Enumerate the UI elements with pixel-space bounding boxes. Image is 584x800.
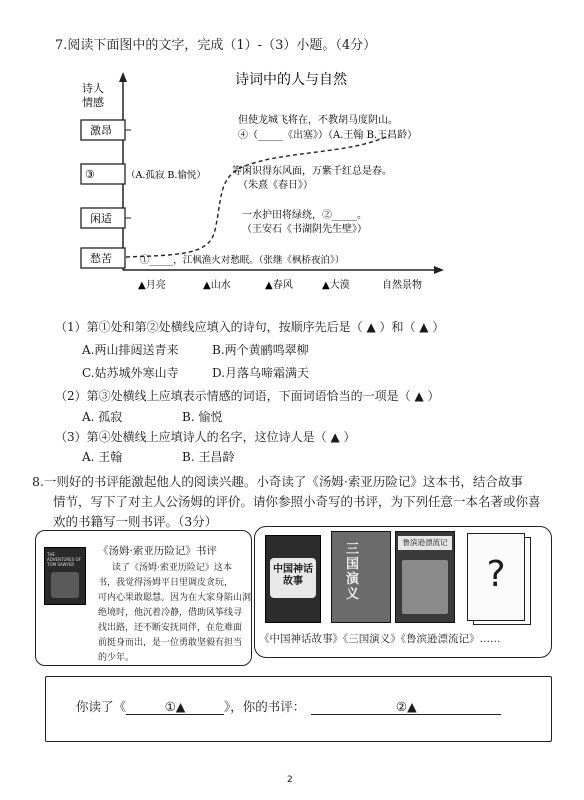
emotion-label-闲适: 闲适 xyxy=(90,212,112,225)
tom-sawyer-cover-title: THE ADVENTURES OF TOM SAWYER xyxy=(47,552,81,567)
poetry-emotion-chart xyxy=(60,60,460,305)
emotion-label-激昂: 激昂 xyxy=(90,124,112,137)
review-line-6: 前挺身而出，是一位勇敢坚毅有担当 xyxy=(98,638,243,648)
answer-blank-2[interactable]: ②▲ xyxy=(311,699,501,715)
q7-sub2-opt-b: B. 愉悦 xyxy=(182,410,223,424)
x-axis-arrow xyxy=(434,266,444,274)
review-line-5: 找出路，还不断安抚同伴，在危难面 xyxy=(98,623,243,633)
book-title-robinson: 鲁滨逊漂流记 xyxy=(398,536,452,550)
x-label-spring-wind: ▲春风 xyxy=(265,280,293,291)
book-cover-unknown xyxy=(467,533,525,621)
q7-sub3: （3）第④处横线上应填诗人的名字，这位诗人是（ ▲ ） xyxy=(55,430,356,444)
review-line-7: 的少年。 xyxy=(98,653,135,663)
y-label-2: 情感 xyxy=(82,96,104,109)
q8-line1: 8.一则好的书评能激起他人的阅读兴趣。小奇读了《汤姆·索亚历险记》这本书，结合故事 xyxy=(32,474,523,489)
q7-sub1: （1）第①处和第②处横线应填入的诗句，按顺序先后是（ ▲ ）和（ ▲ ） xyxy=(55,320,445,334)
q7-sub1-opt-d: D.月落乌啼霜满天 xyxy=(212,366,310,380)
book-title-three-kingdoms: 三国演义 xyxy=(346,542,360,602)
anno-2-line2: （朱熹《春日》） xyxy=(238,180,313,191)
q7-sub1-opt-c: C.姑苏城外寒山寺 xyxy=(82,366,179,380)
q7-sub1-opt-b: B.两个黄鹂鸣翠柳 xyxy=(212,343,309,357)
book-cover-chinese-myths xyxy=(265,535,321,623)
anno-3-line2: （王安石《书湖阴先生壁》） xyxy=(242,224,367,235)
anno-4: ①_____，江枫渔火对愁眠。（张继《枫桥夜泊》） xyxy=(140,255,345,266)
anno-3-line1: 一水护田将绿绕，②_____。 xyxy=(242,210,367,221)
chart-title: 诗词中的人与自然 xyxy=(235,72,347,88)
q8-line3: 欢的书籍写一则书评。（3分） xyxy=(53,514,218,529)
sample-review-box xyxy=(35,530,252,666)
anno-2-line1: 等闲识得东风面，万紫千红总是春。 xyxy=(232,166,392,177)
review-line-3: 可内心果敢聪慧。因为在大家身陷山洞 xyxy=(98,593,252,603)
y-label-1: 诗人 xyxy=(82,82,104,95)
y-axis-arrow xyxy=(119,72,127,82)
review-line-4: 绝境时，他沉着冷静，借助风筝线寻 xyxy=(98,608,243,618)
review-line-2: 书，我觉得汤姆平日里调皮贪玩， xyxy=(98,578,234,588)
review-title: 《汤姆·索亚历险记》书评 xyxy=(98,545,217,557)
answer-text-2: 》，你的书评： xyxy=(224,699,306,714)
cover-illustration xyxy=(51,572,79,598)
answer-box xyxy=(45,676,552,742)
answer-blank-1[interactable]: ①▲ xyxy=(126,699,224,715)
book-title-chinese-myths: 中国神话故事 xyxy=(270,558,316,598)
q7-sub2: （2）第③处横线上应填表示情感的词语，下面词语恰当的一项是（ ▲ ） xyxy=(55,389,440,403)
emotion-curve xyxy=(126,135,390,257)
x-axis-label: 自然景物 xyxy=(382,280,422,291)
question-mark-icon: ? xyxy=(486,554,506,595)
x-label-landscape: ▲山水 xyxy=(203,280,231,291)
q7-sub3-opt-a: A. 王翰 xyxy=(82,450,123,464)
emotion-label-愁苦: 愁苦 xyxy=(90,252,112,265)
robinson-illustration xyxy=(402,560,448,614)
books-box xyxy=(254,526,552,658)
q7-sub2-opt-a: A. 孤寂 xyxy=(82,410,123,424)
emotion-label-3: ③ xyxy=(85,168,95,181)
x-label-desert: ▲大漠 xyxy=(322,280,350,291)
anno-1-line2: ④（_____《出塞》）（A.王翰 B.王昌龄） xyxy=(238,130,418,141)
review-line-1: 读了《汤姆·索亚历险记》这本 xyxy=(112,563,232,573)
q7-sub1-opt-a: A.两山排闼送青来 xyxy=(82,343,179,357)
q7-sub3-opt-b: B. 王昌龄 xyxy=(182,450,235,464)
book-cover-robinson xyxy=(395,531,455,623)
page-number: 2 xyxy=(287,775,293,785)
anno-1-line1: 但使龙城飞将在，不教胡马度阴山。 xyxy=(238,115,398,126)
q8-line2: 情节，写下了对主人公汤姆的评价。请你参照小奇写的书评，为下列任意一本名著或你喜 xyxy=(53,494,541,509)
q7-title: 7.阅读下面图中的文字，完成（1）-（3）小题。（4分） xyxy=(55,38,377,53)
answer-text-1: 你读了《 xyxy=(76,699,127,714)
emotion-options: （A.孤寂 B.愉悦） xyxy=(126,170,206,181)
x-label-moon: ▲月亮 xyxy=(138,280,166,291)
book-cover-three-kingdoms xyxy=(331,531,391,623)
answer-line xyxy=(76,697,501,715)
tom-sawyer-cover xyxy=(44,547,86,605)
books-caption: 《中国神话故事》《三国演义》《鲁滨逊漂流记》…… xyxy=(259,633,501,645)
